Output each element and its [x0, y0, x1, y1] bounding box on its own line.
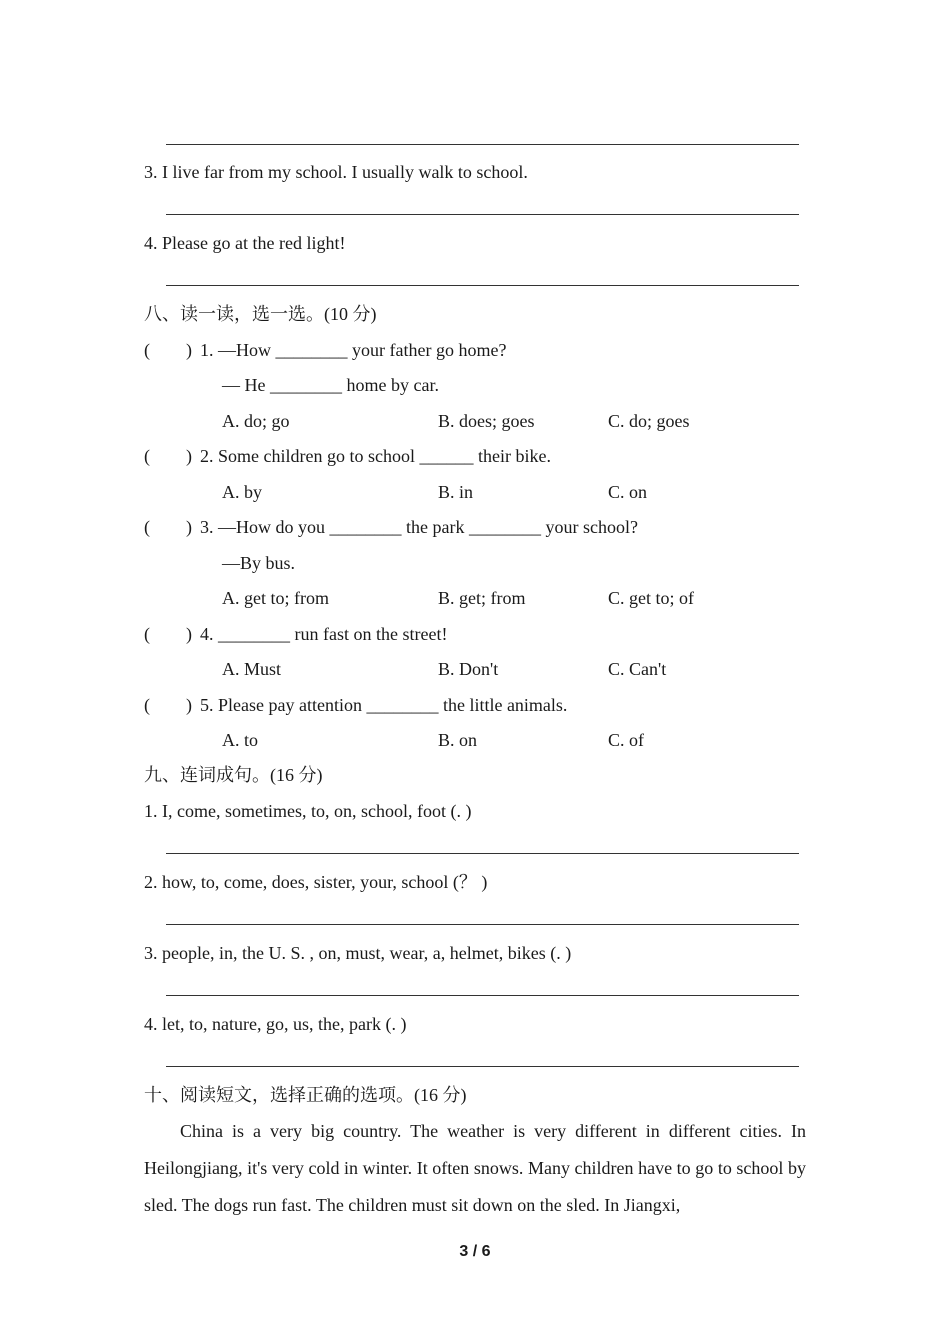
option-b: B. in [438, 482, 474, 502]
option-a: A. by [222, 482, 262, 502]
sentence-item: 4. let, to, nature, go, us, the, park (. ) [144, 1014, 407, 1034]
option-b: B. on [438, 730, 478, 750]
answer-line [166, 214, 799, 215]
answer-bracket: ( ) [144, 517, 192, 537]
answer-bracket: ( ) [144, 340, 192, 360]
option-a: A. Must [222, 659, 282, 679]
question-stem-reply: — He ________ home by car. [222, 375, 439, 395]
section7-question-3: 3. I live far from my school. I usually walk to school. [144, 162, 528, 182]
sentence-item: 2. how, to, come, does, sister, your, school (？ ) [144, 872, 488, 892]
section8-heading: 八、读一读，选一选。(10 分) [144, 304, 377, 324]
question-stem: 5. Please pay attention ________ the little animals. [200, 695, 568, 715]
section10-heading: 十、阅读短文，选择正确的选项。(16 分) [144, 1085, 467, 1105]
option-c: C. get to; of [608, 588, 694, 608]
question-stem: 2. Some children go to school ______ their bike. [200, 446, 551, 466]
sentence-item: 1. I, come, sometimes, to, on, school, foot (. ) [144, 801, 472, 821]
option-a: A. get to; from [222, 588, 329, 608]
answer-bracket: ( ) [144, 446, 192, 466]
question-stem: 4. ________ run fast on the street! [200, 624, 448, 644]
option-b: B. does; goes [438, 411, 535, 431]
question-stem: 3. —How do you ________ the park ________ your school? [200, 517, 638, 537]
option-a: A. to [222, 730, 258, 750]
option-c: C. on [608, 482, 648, 502]
answer-line [166, 285, 799, 286]
reading-passage [144, 1113, 806, 1224]
answer-line [166, 144, 799, 145]
option-a: A. do; go [222, 411, 290, 431]
option-c: C. Can't [608, 659, 667, 679]
option-c: C. of [608, 730, 644, 750]
sentence-item: 3. people, in, the U. S. , on, must, wear, a, helmet, bikes (. ) [144, 943, 572, 963]
answer-bracket: ( ) [144, 695, 192, 715]
question-stem-reply: —By bus. [222, 553, 296, 573]
passage-text: China is a very big country. The weather is very different in different cities. In Heilongjiang, it's very cold in winter. It often snows. Many children have to go to school by sled. The dogs run fast. The children must sit down on the sled. In Jiangxi, [144, 1121, 806, 1215]
answer-bracket: ( ) [144, 624, 192, 644]
answer-line [166, 853, 799, 854]
answer-line [166, 1066, 799, 1067]
section7-question-4: 4. Please go at the red light! [144, 233, 346, 253]
answer-line [166, 995, 799, 996]
option-b: B. get; from [438, 588, 526, 608]
option-c: C. do; goes [608, 411, 690, 431]
page-number: 3 / 6 [459, 1243, 491, 1260]
answer-line [166, 924, 799, 925]
section9-heading: 九、连词成句。(16 分) [144, 765, 323, 785]
question-stem: 1. —How ________ your father go home? [200, 340, 507, 360]
option-b: B. Don't [438, 659, 499, 679]
